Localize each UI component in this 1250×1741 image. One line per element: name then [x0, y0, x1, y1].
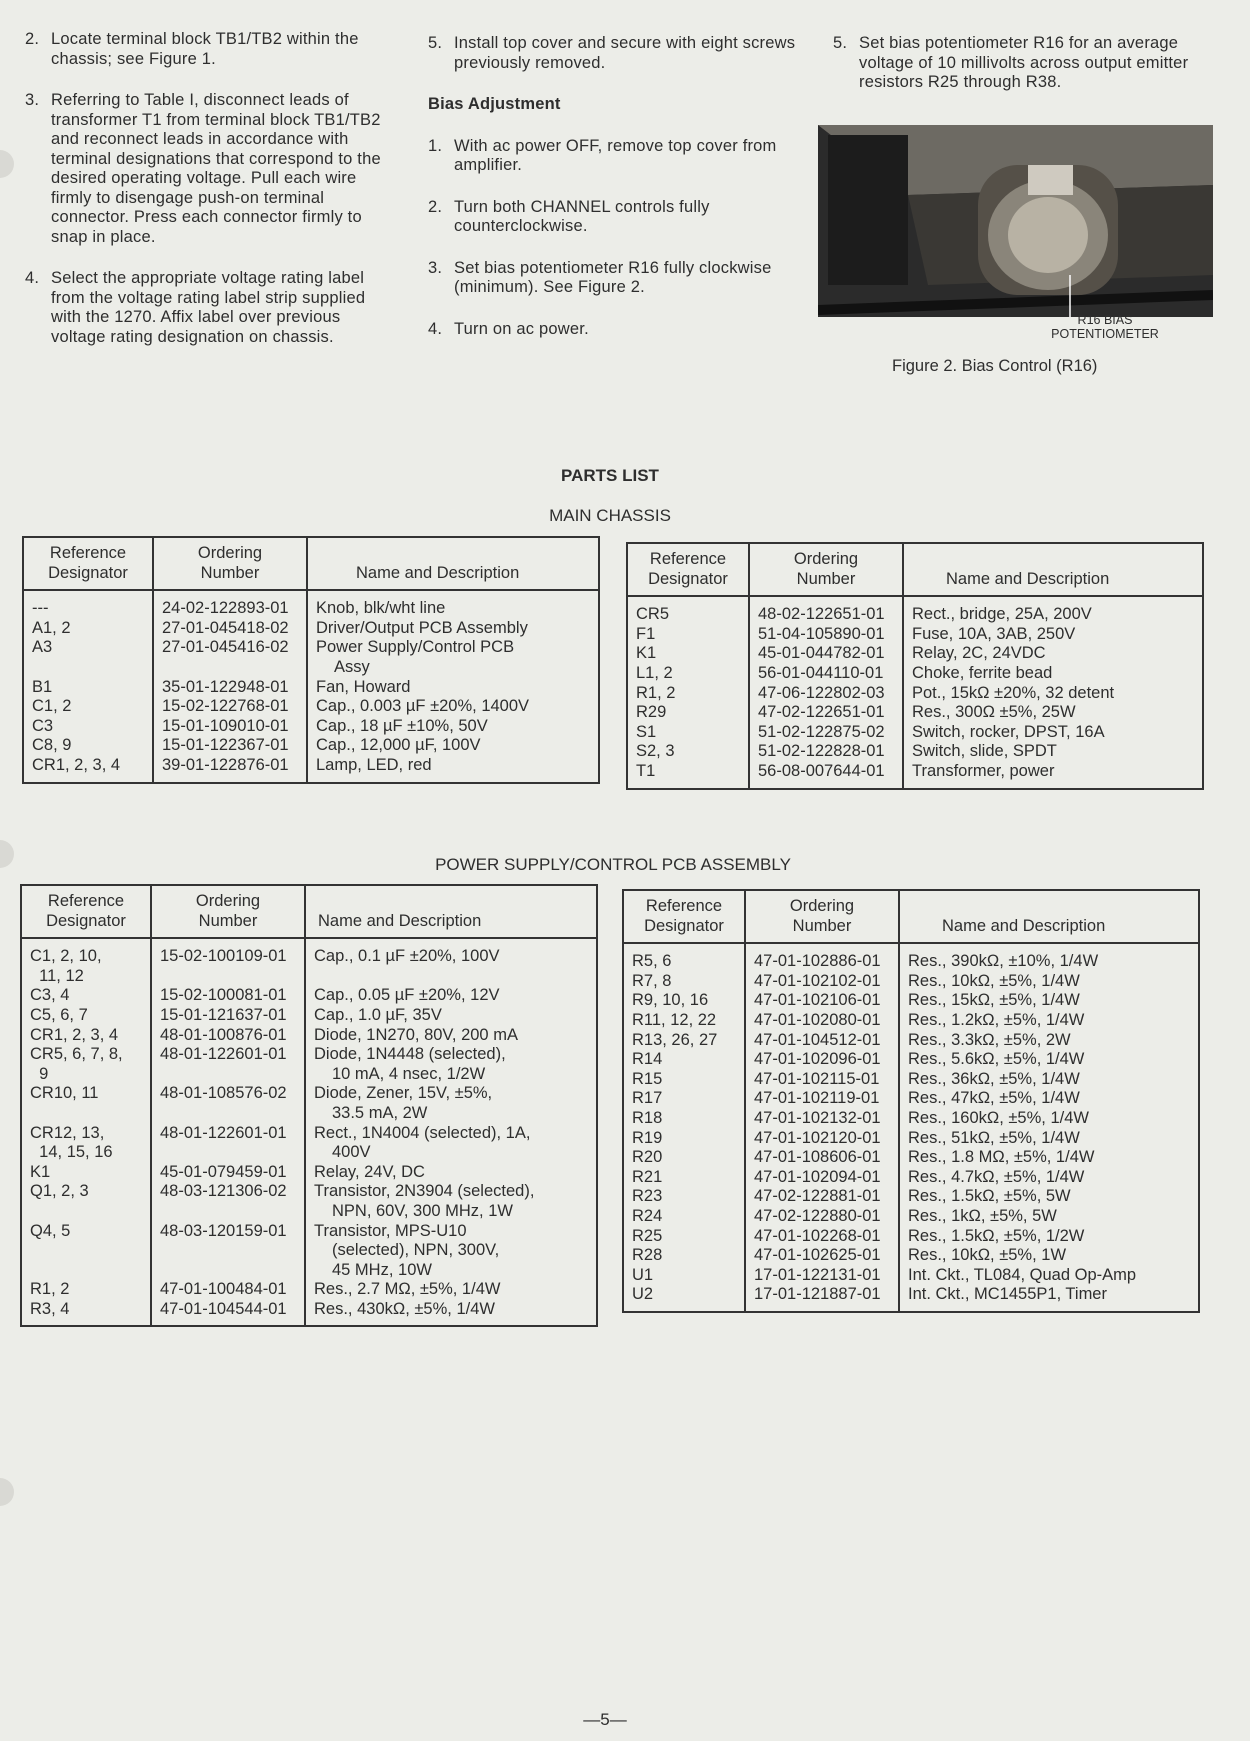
punch-hole	[0, 1478, 14, 1506]
step-text: Locate terminal block TB1/TB2 within the chassis; see Figure 1.	[51, 30, 359, 68]
ord-header: Ordering Number	[749, 543, 903, 596]
ref-header: Reference Designator	[623, 890, 745, 943]
table-row: CR5 F1 K1 L1, 2 R1, 2 R29 S1 S2, 3 T1 48-02-122651-01 51-04-105890-01 45-01-044782-01 56-01-044110-01 47-06-122802-03 47-02-122651-01 51-02-122875-02 51-02-122828-01 56-08-007644-01 Rect., bridge, 25A, 200V Fuse, 10A, 3AB, 250V Relay, 2C, 24VDC Choke, ferrite bead Pot., 15kΩ ±20%, 32 detent Res., 300Ω ±5%, 25W Switch, rocker, DPST, 16A Switch, slide, SPDT Transformer, power	[627, 596, 1203, 788]
step-number: 3.	[428, 258, 443, 277]
name-header: Name and Description	[903, 543, 1203, 596]
main-chassis-table-left	[22, 536, 600, 784]
step-number: 5.	[833, 34, 848, 52]
main-chassis-title: MAIN CHASSIS	[549, 506, 671, 525]
step-text: Select the appropriate voltage rating label from the voltage rating label strip supplied with the 1270. Affix label over previous voltage rating designation on chassis.	[51, 269, 366, 346]
table-row: R5, 6 R7, 8 R9, 10, 16 R11, 12, 22 R13, 26, 27 R14 R15 R17 R18 R19 R20 R21 R23 R24 R25 R28 U1 U2 47-01-102886-01 47-01-102102-01 47-01-102106-01 47-01-102080-01 47-01-104512-01 47-01-102096-01 47-01-102115-01 47-01-102119-01 47-01-102132-01 47-01-102120-01 47-01-108606-01 47-01-102094-01 47-02-122881-01 47-02-122880-01 47-01-102268-01 47-01-102625-01 17-01-122131-01 17-01-121887-01 Res., 390kΩ, ±10%, 1/4W Res., 10kΩ, ±5%, 1/4W Res., 15kΩ, ±5%, 1/4W Res., 1.2kΩ, ±5%, 1/4W Res., 3.3kΩ, ±5%, 2W Res., 5.6kΩ, ±5%, 1/4W Res., 36kΩ, ±5%, 1/4W Res., 47kΩ, ±5%, 1/4W Res., 160kΩ, ±5%, 1/4W Res., 51kΩ, ±5%, 1/4W Res., 1.8 MΩ, ±5%, 1/4W Res., 4.7kΩ, ±5%, 1/4W Res., 1.5kΩ, ±5%, 5W Res., 1kΩ, ±5%, 5W Res., 1.5kΩ, ±5%, 1/2W Res., 10kΩ, ±5%, 1W Int. Ckt., TL084, Quad Op-Amp Int. Ckt., MC1455P1, Timer	[623, 943, 1199, 1312]
table-header-row	[627, 543, 1203, 596]
table-header-row	[21, 885, 597, 938]
ref-header: Reference Designator	[21, 885, 151, 938]
step-2-left	[25, 30, 395, 69]
step-number: 2.	[428, 197, 443, 216]
psu-table-left	[20, 884, 598, 1327]
step-number: 3.	[25, 91, 40, 109]
step-4-left	[25, 269, 395, 347]
bias-adjustment-heading: Bias Adjustment	[428, 95, 561, 113]
step-5-middle	[428, 34, 798, 73]
callout-line-1: R16 BIAS	[1077, 313, 1133, 327]
left-column	[25, 30, 395, 369]
amplifier-photo	[818, 125, 1213, 317]
step-number: 2.	[25, 30, 40, 48]
step-text: Install top cover and secure with eight screws previously removed.	[454, 34, 796, 72]
step-text: Turn both CHANNEL controls fully counterclockwise.	[454, 197, 710, 235]
step-text: Set bias potentiometer R16 fully clockwise (minimum). See Figure 2.	[454, 258, 772, 296]
name-header: Name and Description	[899, 890, 1199, 943]
step-text: With ac power OFF, remove top cover from amplifier.	[454, 136, 777, 174]
psu-table-right	[622, 889, 1200, 1313]
right-column	[833, 34, 1205, 115]
ord-header: Ordering Number	[745, 890, 899, 943]
step-number: 4.	[428, 319, 443, 338]
parts-list-title: PARTS LIST	[561, 466, 659, 485]
table-header-row	[623, 890, 1199, 943]
step-number: 4.	[25, 269, 40, 287]
bias-step-3	[428, 259, 798, 298]
step-number: 5.	[428, 34, 443, 52]
photo-callout-label	[1040, 313, 1170, 341]
ord-header: Ordering Number	[153, 537, 307, 590]
main-chassis-table-right	[626, 542, 1204, 790]
step-text: Referring to Table I, disconnect leads of transformer T1 from terminal block TB1/TB2 and reconnect leads in accordance with terminal designations that correspond to the desired operating voltage. Pull each wire firmly to disengage push-on terminal connector. Press each connector firmly to snap in place.	[51, 91, 381, 246]
step-text: Set bias potentiometer R16 for an average voltage of 10 millivolts across output emitter resistors R25 through R38.	[859, 34, 1189, 91]
table-row: --- A1, 2 A3 B1 C1, 2 C3 C8, 9 CR1, 2, 3, 4 24-02-122893-01 27-01-045418-02 27-01-045416-02 35-01-122948-01 15-02-122768-01 15-01-109010-01 15-01-122367-01 39-01-122876-01 Knob, blk/wht line Driver/Output PCB Assembly Power Supply/Control PCB Assy Fan, Howard Cap., 0.003 µF ±20%, 1400V Cap., 18 µF ±10%, 50V Cap., 12,000 µF, 100V Lamp, LED, red	[23, 590, 599, 782]
table-header-row	[23, 537, 599, 590]
middle-column	[428, 34, 798, 361]
ref-header: Reference Designator	[627, 543, 749, 596]
bias-step-1	[428, 137, 798, 176]
callout-line-2: POTENTIOMETER	[1051, 327, 1159, 341]
bias-step-4	[428, 320, 798, 340]
page-number: —5—	[583, 1710, 627, 1729]
step-number: 1.	[428, 136, 443, 155]
punch-hole	[0, 150, 14, 178]
psu-assembly-title: POWER SUPPLY/CONTROL PCB ASSEMBLY	[435, 855, 791, 874]
step-text: Turn on ac power.	[454, 319, 589, 338]
step-5-right	[833, 34, 1205, 93]
name-header: Name and Description	[305, 885, 597, 938]
name-header: Name and Description	[307, 537, 599, 590]
bias-step-2	[428, 198, 798, 237]
ref-header: Reference Designator	[23, 537, 153, 590]
ord-header: Ordering Number	[151, 885, 305, 938]
table-row: C1, 2, 10, 11, 12 C3, 4 C5, 6, 7 CR1, 2, 3, 4 CR5, 6, 7, 8, 9 CR10, 11 CR12, 13, 14, 15, 16 K1 Q1, 2, 3 Q4, 5 R1, 2 R3, 4 15-02-100109-01 15-02-100081-01 15-01-121637-01 48-01-100876-01 48-01-122601-01 48-01-108576-02 48-01-122601-01 45-01-079459-01 48-03-121306-02 48-03-120159-01 47-01-100484-01 47-01-104544-01 Cap., 0.1 µF ±20%, 100V Cap., 0.05 µF ±20%, 12V Cap., 1.0 µF, 35V Diode, 1N270, 80V, 200 mA Diode, 1N4448 (selected), 10 mA, 4 nsec, 1/2W Diode, Zener, 15V, ±5%, 33.5 mA, 2W Rect., 1N4004 (selected), 1A, 400V Relay, 24V, DC Transistor, 2N3904 (selected), NPN, 60V, 300 MHz, 1W Transistor, MPS-U10 (selected), NPN, 300V, 45 MHz, 10W Res., 2.7 MΩ, ±5%, 1/4W Res., 430kΩ, ±5%, 1/4W	[21, 938, 597, 1326]
amplifier-interior-illustration	[818, 125, 1213, 317]
step-3-left	[25, 91, 395, 247]
figure-caption: Figure 2. Bias Control (R16)	[892, 357, 1098, 375]
